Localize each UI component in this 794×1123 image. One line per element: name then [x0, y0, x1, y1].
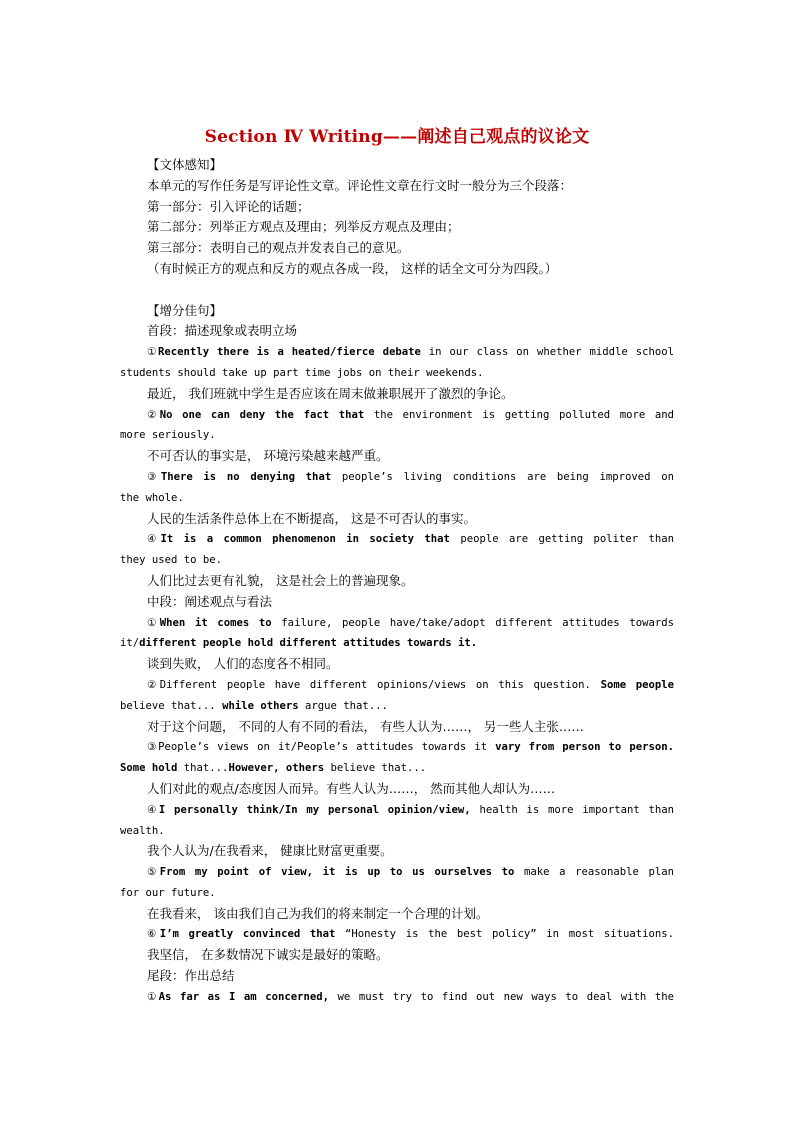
sentence-line: believe that... while others argue that... [120, 699, 388, 712]
sentence-line: wealth. [120, 824, 165, 837]
sentence-line: ①When it comes to failure, people have/take/adopt different attitudes towards [147, 616, 674, 629]
sentence-translation: 不可否认的事实是， 环境污染越来越严重。 [147, 448, 389, 464]
sentence-line: the whole. [120, 491, 184, 504]
intro-part-two: 第二部分：列举正方观点及理由；列举反方观点及理由； [147, 219, 460, 235]
sentence-line: students should take up part time jobs on their weekends. [120, 366, 484, 379]
sentence-line: they used to be. [120, 554, 223, 567]
sentence-line: ⑤From my point of view, it is up to us ourselves to make a reasonable plan [147, 866, 674, 879]
intro-part-one: 第一部分：引入评论的话题； [147, 198, 310, 214]
subheading-middle-paragraph: 中段：阐述观点与看法 [147, 593, 273, 609]
sentence-translation: 人们比过去更有礼貌， 这是社会上的普遍现象。 [147, 572, 414, 588]
sentence-line: ①As far as I am concerned, we must try to find out new ways to deal with the [147, 990, 674, 1003]
sentence-translation: 在我看来， 该由我们自己为我们的将来制定一个合理的计划。 [147, 905, 489, 921]
page-title: Section Ⅳ Writing——阐述自己观点的议论文 [204, 127, 590, 147]
section-heading-phrases: 【增分佳句】 [147, 302, 223, 318]
sentence-line: ④I personally think/In my personal opinion/view, health is more important than [147, 803, 675, 816]
sentence-line: ②Different people have different opinions/views on this question. Some people [147, 678, 674, 691]
intro-paragraph: 本单元的写作任务是写评论性文章。评论性文章在行文时一般分为三个段落： [147, 177, 573, 193]
sentence-line: it/different people hold different attitudes towards it. [120, 637, 478, 650]
sentence-line: ③People’s views on it/People’s attitudes towards it vary from person to person. [147, 741, 674, 754]
subheading-last-paragraph: 尾段：作出总结 [147, 968, 235, 984]
sentence-line: ⑥I’m greatly convinced that “Honesty is the best policy” in most situations. [147, 928, 675, 941]
sentence-translation: 我坚信， 在多数情况下诚实是最好的策略。 [147, 947, 389, 963]
document-body [120, 155, 674, 1008]
sentence-translation: 我个人认为/在我看来， 健康比财富更重要。 [147, 843, 393, 859]
sentence-translation: 人民的生活条件总体上在不断提高， 这是不可否认的事实。 [147, 510, 476, 526]
intro-note: （有时候正方的观点和反方的观点各成一段， 这样的话全文可分为四段。） [147, 260, 558, 276]
sentence-translation: 对于这个问题， 不同的人有不同的看法， 有些人认为……， 另一些人主张…… [147, 718, 584, 734]
sentence-translation: 谈到失败， 人们的态度各不相同。 [147, 656, 339, 672]
subheading-first-paragraph: 首段：描述现象或表明立场 [147, 323, 298, 339]
sentence-line: ③There is no denying that people’s living conditions are being improved on [147, 470, 674, 483]
sentence-line: ④It is a common phenomenon in society that people are getting politer than [147, 533, 675, 546]
section-heading-genre: 【文体感知】 [147, 157, 223, 172]
sentence-line: for our future. [120, 886, 216, 899]
sentence-line: more seriously. [120, 429, 216, 442]
sentence-line: ①Recently there is a heated/fierce debate in our class on whether middle school [147, 346, 674, 359]
sentence-translation: 最近， 我们班就中学生是否应该在周末做兼职展开了激烈的争论。 [147, 385, 514, 401]
sentence-line: ②No one can deny the fact that the environment is getting polluted more and [147, 408, 674, 421]
sentence-line: Some hold that...However, others believe that... [120, 762, 427, 775]
intro-part-three: 第三部分：表明自己的观点并发表自己的意见。 [147, 240, 410, 256]
sentence-translation: 人们对此的观点/态度因人而异。有些人认为……， 然而其他人却认为…… [147, 780, 556, 796]
